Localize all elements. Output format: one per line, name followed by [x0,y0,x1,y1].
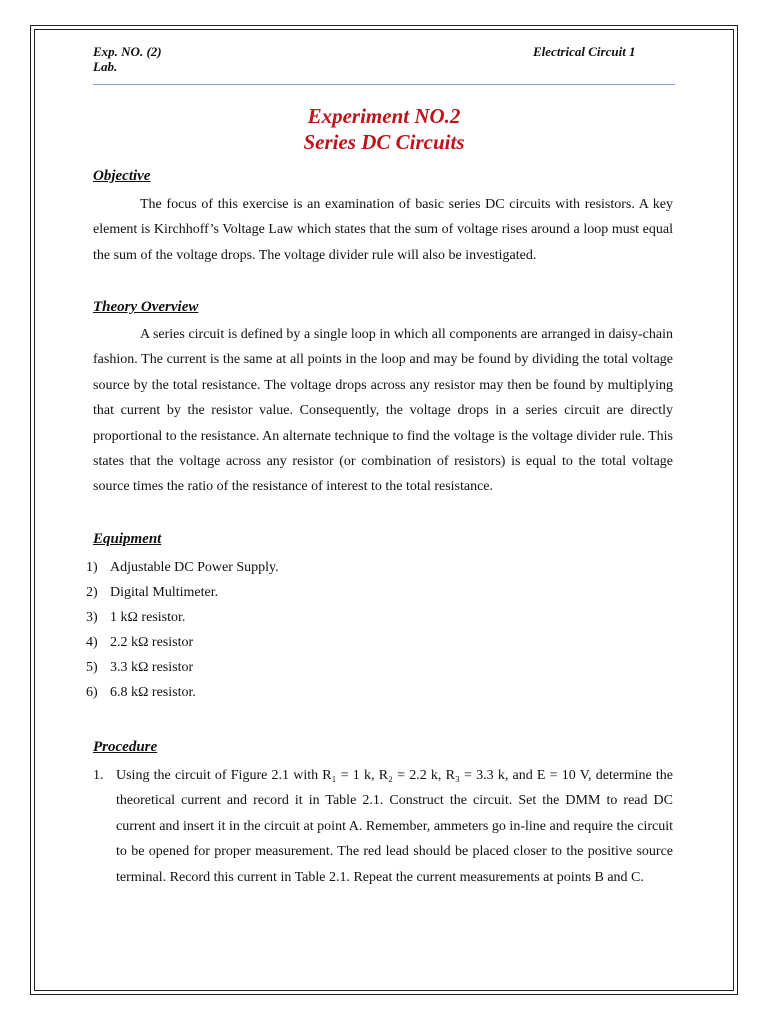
heading-equipment: Equipment [93,531,162,547]
list-item [86,555,386,580]
list-number: 1. [93,768,104,783]
list-item [86,580,386,605]
list-text: 1 kΩ resistor. [110,610,186,625]
equipment-list [86,555,386,705]
theory-paragraph: A series circuit is defined by a single loop in which all components are arranged in daisy-chain fashion. The current is the same at all points in the loop and may be found by dividing the total voltage source by the total resistance. The voltage drops across any resistor may then be found by multiplying that current by the resistor value. Consequently, the voltage drops in a series circuit are directly proportional to the resistance. An alternate technique to find the voltage is the voltage divider rule. This states that the voltage across any resistor (or combination of resistors) is equal to the total voltage source times the ratio of the resistance of interest to the total resistance. [93,327,673,495]
list-text: 6.8 kΩ resistor. [110,685,196,700]
list-item [86,655,386,680]
list-item [86,630,386,655]
header-left [93,44,162,74]
header-exp-number: Exp. NO. (2) [93,44,162,59]
title-subject: Series DC Circuits [303,130,465,154]
list-number: 6) [86,685,98,700]
list-number: 5) [86,660,98,675]
list-item [93,763,673,890]
header-course: Electrical Circuit 1 [533,44,636,59]
list-number: 2) [86,585,98,600]
list-text: 2.2 kΩ resistor [110,635,194,650]
header-rule [93,84,675,85]
list-number: 3) [86,610,98,625]
list-item [86,680,386,705]
list-number: 1) [86,560,98,575]
list-text: Digital Multimeter. [110,585,219,600]
title-experiment: Experiment NO.2 [307,104,461,128]
procedure-list [93,763,673,890]
list-text: Adjustable DC Power Supply. [110,560,279,575]
heading-theory: Theory Overview [93,299,199,315]
list-text: Using the circuit of Figure 2.1 with R₁ = 1 k, R₂ = 2.2 k, R₃ = 3.3 k, and E = 10 V, determine the theoretical current and record it in Table 2.1. Construct the circuit. Set the DMM to read DC current and insert it in the circuit at point A. Remember, ammeters go in-line and require the circuit to be opened for proper measurement. The red lead should be placed closer to the positive source terminal. Record this current in Table 2.1. Repeat the current measurements at points B and C. [116,768,673,885]
heading-procedure: Procedure [93,739,158,755]
heading-objective: Objective [93,168,151,184]
list-number: 4) [86,635,98,650]
list-item [86,605,386,630]
list-text: 3.3 kΩ resistor [110,660,194,675]
header-lab: Lab. [93,59,118,74]
objective-paragraph: The focus of this exercise is an examination of basic series DC circuits with resistors. A key element is Kirchhoff’s Voltage Law which states that the sum of voltage rises around a loop must equal the sum of the voltage drops. The voltage divider rule will also be investigated. [93,197,673,263]
